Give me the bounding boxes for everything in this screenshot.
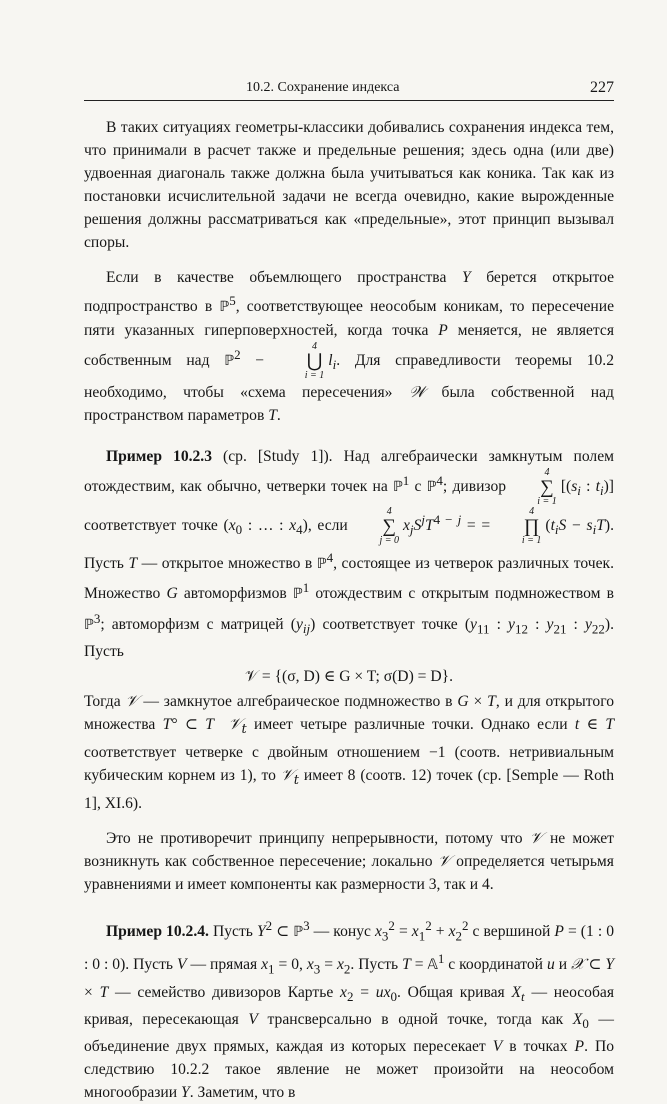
running-header: [84, 80, 614, 102]
sum-operator: 4 ∑ i = 1: [537, 467, 557, 508]
paragraph-ambient-space: Если в качестве объемлющего пространства Y берется открытое подпространство в ℙ$^5$, соответствующее неособым коникам, то пересечение пяти указанных гиперповерхностей, когда точка P меняется, не является собственным над ℙ$^2$ − 4 ⋃ i = 1 $l_i$. Для справедливости теоремы 10.2 необходимо, чтобы «схема пересечения» 𝒲 была собственной над пространством параметров T.: [84, 269, 615, 425]
paragraph-classical-geometers: В таких ситуациях геометры-классики добивались сохранения индекса тем, что принимали в расчет также и предельные решения; здесь одна (или две) удвоенная диагональ также должна была учитываться как коника. Так как из постановки исчислительной задачи не всегда очевидно, какие вырожденные решения должны рассматриваться как «предельные», этот принцип вызывал споры.: [84, 119, 614, 251]
display-formula: 𝒱 = {(σ, D) ∈ G × T; σ(D) = D}.: [244, 667, 453, 685]
page-number: 227: [590, 79, 614, 96]
paragraph-continuity-principle: Это не противоречит принципу непрерывности, потому что 𝒱 не может возникнуть как собственное пересечение; локально 𝒱 определяется четырьмя уравнениями и имеет компоненты как размерности 3, так и 4.: [84, 829, 614, 894]
page-body: [84, 116, 614, 1104]
product-operator: 4 ∏ i = 1: [521, 506, 542, 547]
union-operator: 4 ⋃ i = 1: [304, 341, 325, 382]
example-10-2-3: Пример 10.2.3 (ср. [Study 1]). Над алгебраически замкнутым полем отождествим, как обычно, четверки точек на ℙ$^1$ с ℙ$^4$; дивизор 4 ∑ i = 1 [($s_i$ : $t_i$)] соответствует точке ($x_0$ : … : $x_4$), если 4 ∑ j = 0 $x_jS^jT^{4 - j}$ = = 4 ∏ i = 1 $(t_iS - s_iT)$. Пусть T — открытое множество в ℙ$^4$, состоящее из четверок различных точек. Множество G автоморфизмов ℙ$^1$ отождествим с открытым подмножеством в ℙ$^3$; автоморфизм с матрицей $(y_{ij})$ соответствует точке ($y_{11}$ : $y_{12}$ : $y_{21}$ : $y_{22}$). Пусть: [84, 448, 615, 660]
sum-operator: 4 ∑ j = 0: [379, 506, 399, 547]
header-rule: [84, 100, 614, 101]
example-10-2-3-continued: Тогда 𝒱 — замкнутое алгебраическое подмножество в G × T, и для открытого множества T° ⊂ T 𝒱$_t$ имеет четыре различные точки. Однако если t ∈ T соответствует четверке с двойным отношением −1 (соотв. нетривиальным кубическим корнем из 1), то 𝒱$_t$ имеет 8 (соотв. 12) точек (ср. [Semple — Roth 1], XI.6).: [84, 691, 615, 813]
example-label: Пример 10.2.3: [106, 448, 213, 466]
example-10-2-4: Пример 10.2.4. Пусть $Y^2$ ⊂ ℙ$^3$ — конус $x_3^2 = x_1^2 + x_2^2$ с вершиной P = (1 : 0 : 0 : 0). Пусть V — прямая $x_1 = 0$, $x_3 = x_2$. Пусть T = 𝔸$^1$ с координатой u и 𝒳 ⊂ Y × T — семейство дивизоров Картье $x_2 = ux_0$. Общая кривая $X_t$ — неособая кривая, пересекающая V трансверсально в одной точке, тогда как $X_0$ — объединение двух прямых, каждая из которых пересекает V в точках P. По следствию 10.2.2 такое явление не может произойти на неособом многообразии Y. Заметим, что в: [84, 918, 615, 1101]
section-title: 10.2. Сохранение индекса: [246, 80, 400, 95]
example-label: Пример 10.2.4.: [106, 923, 209, 941]
